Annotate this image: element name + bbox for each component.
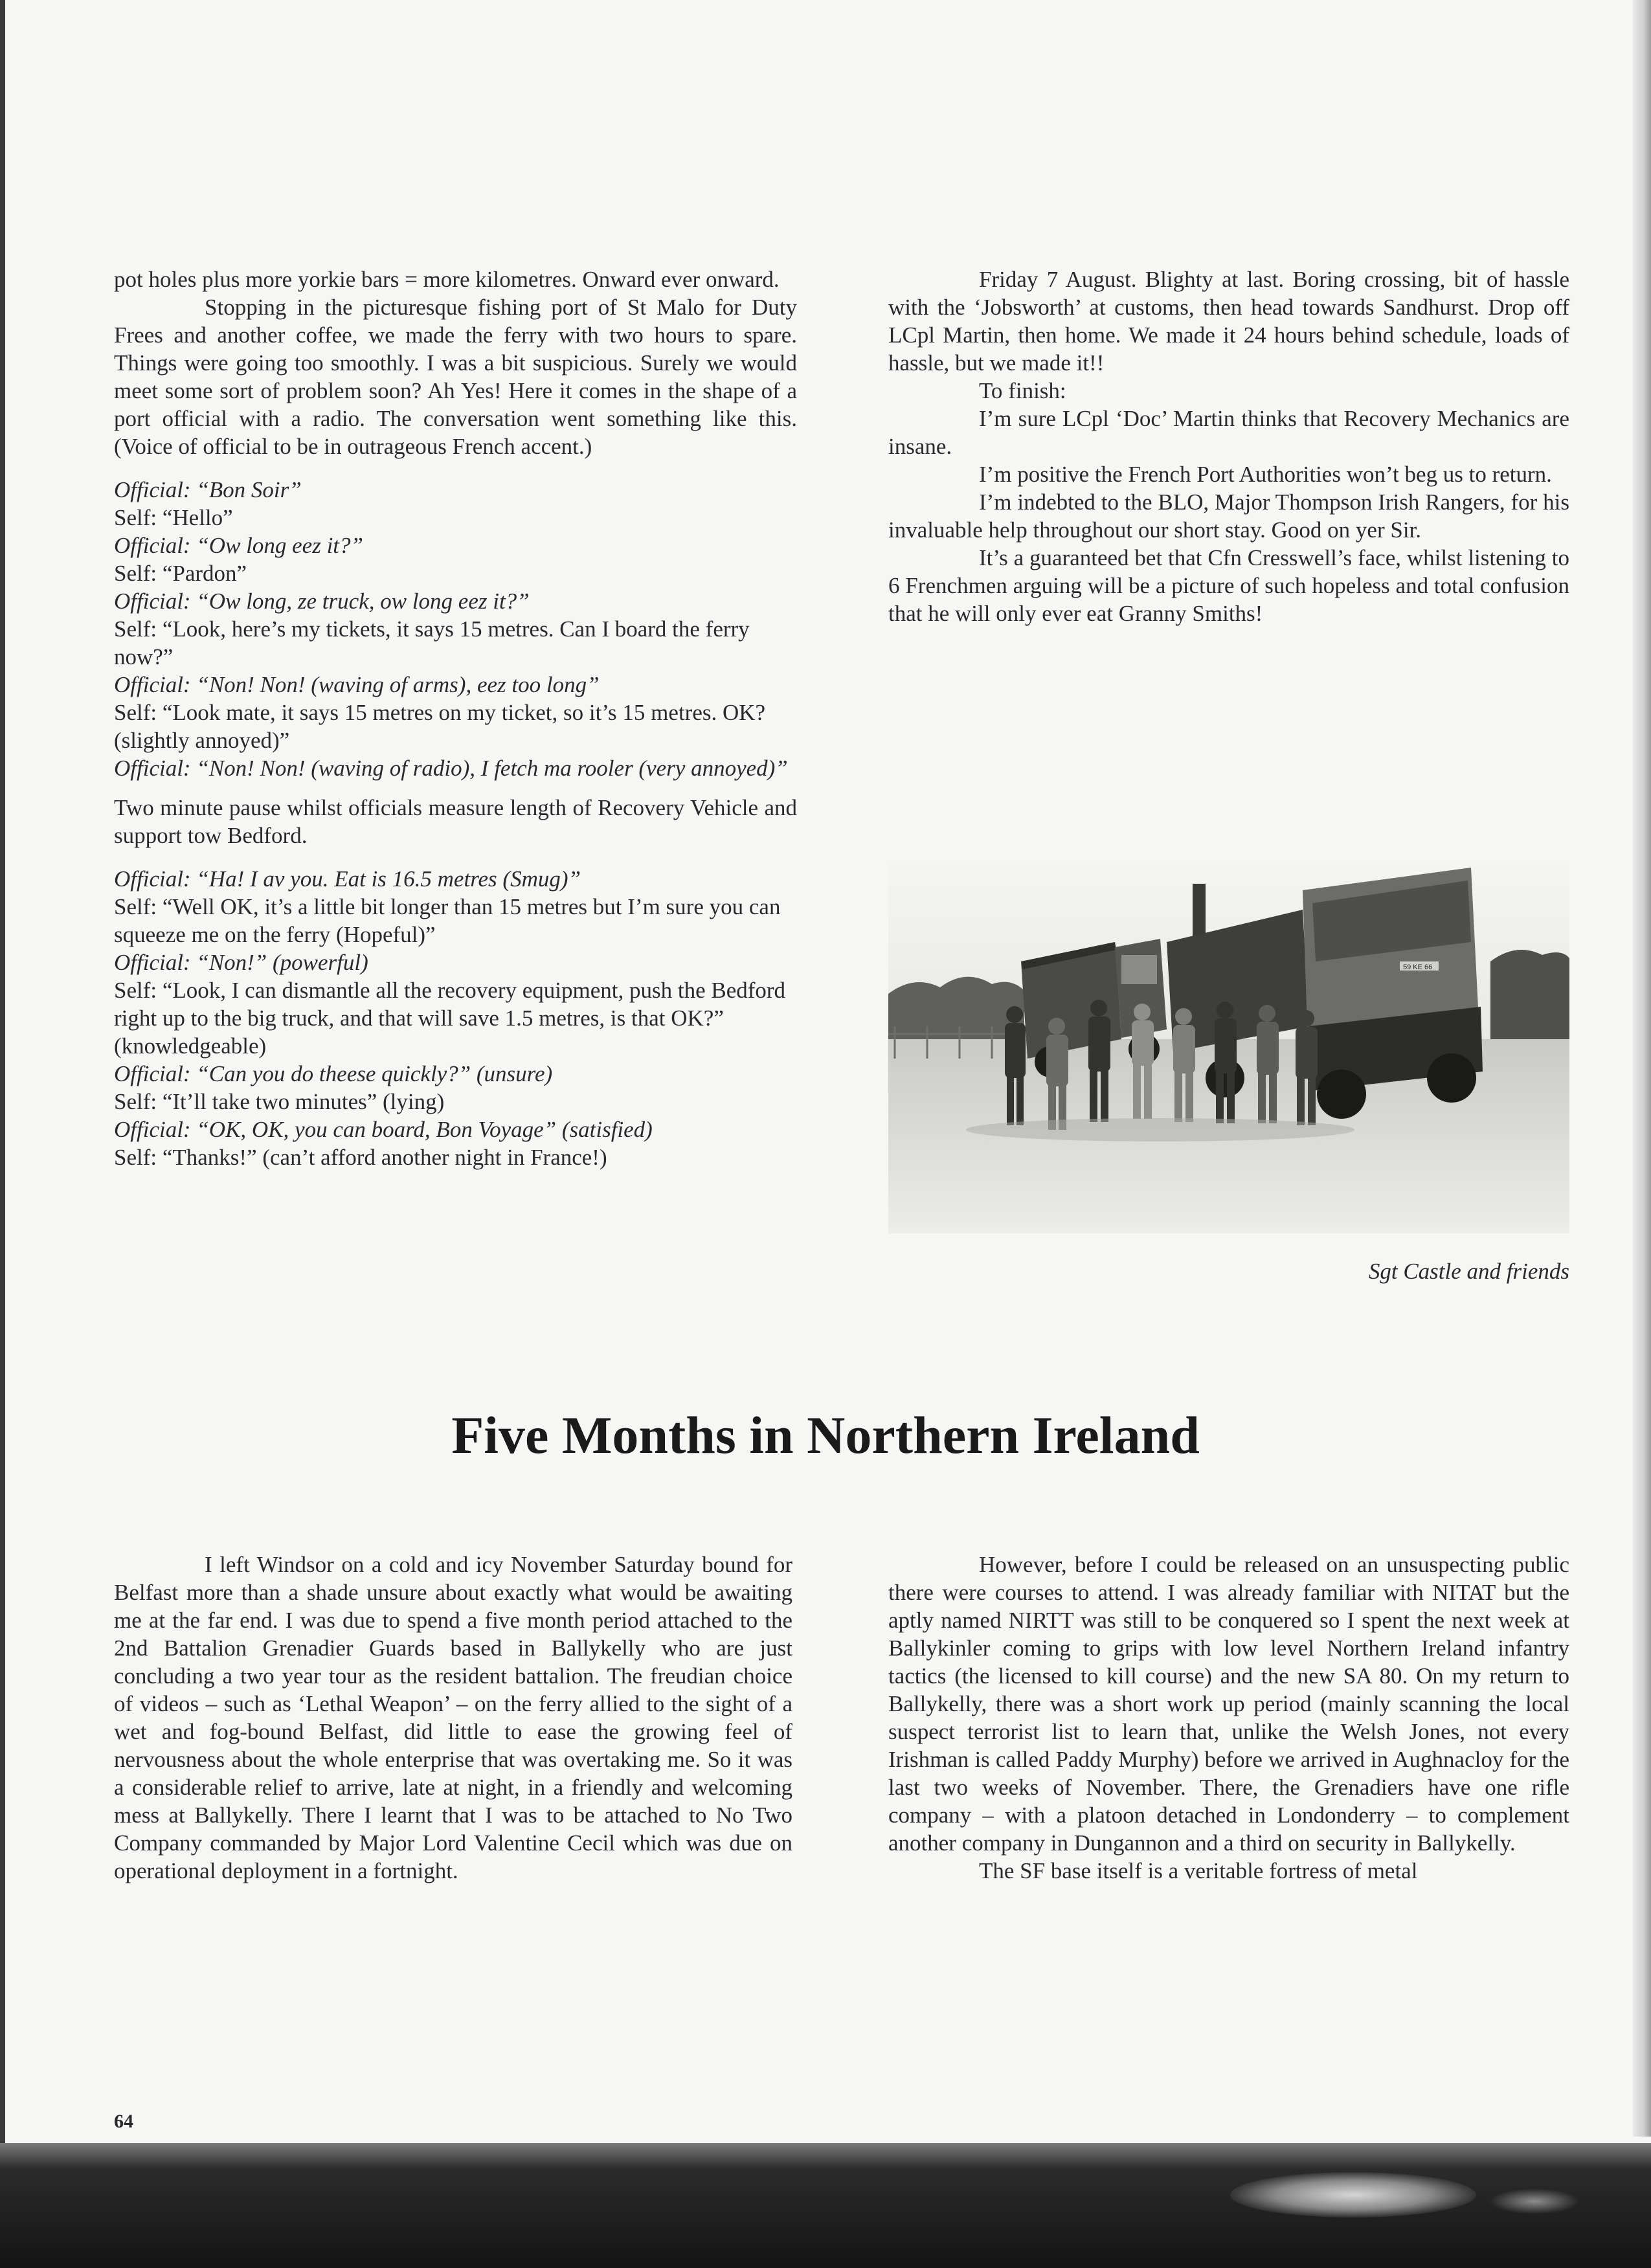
dialogue-line: Self: “Look, I can dismantle all the recovery equipment, push the Bedford right up to the big truck, and that will save 1.5 metres, is that OK?” (knowledgeable) bbox=[114, 978, 786, 1059]
column-right-top bbox=[888, 265, 1569, 627]
dialogue-line: Official: “OK, OK, you can board, Bon Voyage” (satisfied) bbox=[114, 1117, 653, 1142]
dialogue-block bbox=[114, 476, 797, 782]
page-left-edge bbox=[0, 0, 5, 2268]
column-right-bottom bbox=[888, 1551, 1569, 1885]
photo-soldiers-with-trucks bbox=[888, 864, 1569, 1233]
scan-glare bbox=[1489, 2188, 1580, 2214]
dialogue-line: Self: “Look mate, it says 15 metres on my ticket, so it’s 15 metres. OK? (slightly annoyed)” bbox=[114, 700, 766, 753]
column-left-top bbox=[114, 265, 797, 1171]
paragraph: To finish: bbox=[979, 378, 1066, 403]
dialogue-line: Self: “Look, here’s my tickets, it says 15 metres. Can I board the ferry now?” bbox=[114, 616, 750, 669]
paragraph: It’s a guaranteed bet that Cfn Cresswell’s face, whilst listening to 6 Frenchmen arguing will be a picture of such hopeless and total confusion that he will only ever eat Granny Smiths! bbox=[888, 545, 1569, 626]
dialogue-line: Official: “Can you do theese quickly?” (unsure) bbox=[114, 1061, 553, 1086]
paragraph: pot holes plus more yorkie bars = more kilometres. Onward ever onward. bbox=[114, 267, 780, 292]
dialogue-line: Self: “Thanks!” (can’t afford another night in France!) bbox=[114, 1145, 607, 1170]
truck-plate: 59 KE 66 bbox=[1403, 963, 1433, 971]
dialogue-line: Official: “Non! Non! (waving of radio), I fetch ma rooler (very annoyed)” bbox=[114, 756, 788, 781]
dialogue-line: Official: “Ow long, ze truck, ow long eez it?” bbox=[114, 589, 530, 614]
page-number: 64 bbox=[114, 2111, 133, 2132]
paragraph: I’m sure LCpl ‘Doc’ Martin thinks that Recovery Mechanics are insane. bbox=[888, 406, 1569, 459]
dialogue-line: Official: “Non!” (powerful) bbox=[114, 950, 368, 975]
dialogue-line: Self: “Well OK, it’s a little bit longer than 15 metres but I’m sure you can squeeze me on the ferry (Hopeful)” bbox=[114, 894, 781, 947]
paragraph: The SF base itself is a veritable fortress of metal bbox=[979, 1858, 1418, 1883]
photo-caption: Sgt Castle and friends bbox=[1368, 1259, 1569, 1284]
dialogue-line: Official: “Non! Non! (waving of arms), eez too long” bbox=[114, 672, 600, 697]
dialogue-line: Self: “It’ll take two minutes” (lying) bbox=[114, 1089, 445, 1114]
column-left-bottom bbox=[114, 1551, 792, 1885]
paragraph: Friday 7 August. Blighty at last. Boring crossing, bit of hassle with the ‘Jobsworth’ at customs, then head towards Sandhurst. Drop off LCpl Martin, then home. We made it 24 hours behind schedule, loads of hassle, but we made it!! bbox=[888, 267, 1569, 376]
paragraph: I left Windsor on a cold and icy November Saturday bound for Belfast more than a shade unsure about exactly what would be awaiting me at the far end. I was due to spend a five month period attached to the 2nd Battalion Grenadier Guards based in Ballykelly who are just concluding a two year tour as the resident battalion. The freudian choice of videos – such as ‘Lethal Weapon’ – on the ferry allied to the sight of a wet and fog-bound Belfast, did little to ease the growing feel of nervousness about the whole enterprise that was overtaking me. So it was a considerable relief to arrive, late at night, in a friendly and welcoming mess at Ballykelly. There I learnt that I was to be attached to No Two Company commanded by Major Lord Valentine Cecil which was due on operational deployment in a fortnight. bbox=[114, 1552, 792, 1883]
paragraph: Two minute pause whilst officials measure length of Recovery Vehicle and support tow Bedford. bbox=[114, 795, 797, 848]
scan-glare bbox=[1230, 2172, 1476, 2217]
dialogue-line: Official: “Ow long eez it?” bbox=[114, 533, 363, 558]
dialogue-line: Self: “Pardon” bbox=[114, 561, 247, 586]
dialogue-line: Official: “Ha! I av you. Eat is 16.5 metres (Smug)” bbox=[114, 866, 581, 892]
dialogue-line: Self: “Hello” bbox=[114, 505, 233, 530]
paragraph: I’m positive the French Port Authorities won’t beg us to return. bbox=[979, 462, 1552, 487]
paragraph: However, before I could be released on an unsuspecting public there were courses to attend. I was already familiar with NITAT but the aptly named NIRTT was still to be conquered so I spent the next week at Ballykinler coming to grips with low level Northern Ireland infantry tactics (the licensed to kill course) and the new SA 80. On my return to Ballykelly, there was a short work up period (mainly scanning the local suspect terrorist list to learn that, unlike the Welsh Jones, not every Irishman is called Paddy Murphy) before we arrived in Aughnacloy for the last two weeks of November. There, the Grenadiers have one rifle company – with a platoon detached in Londonderry – to complement another company in Dungannon and a third on security in Ballykelly. bbox=[888, 1552, 1569, 1856]
article-title: Five Months in Northern Ireland bbox=[451, 1406, 1200, 1465]
paragraph: Stopping in the picturesque fishing port of St Malo for Duty Frees and another coffee, we made the ferry with two hours to spare. Things were going too smoothly. I was a bit suspicious. Surely we would meet some sort of problem soon? Ah Yes! Here it comes in the shape of a port official with a radio. The conversation went something like this. (Voice of official to be in outrageous French accent.) bbox=[114, 295, 797, 459]
paragraph: I’m indebted to the BLO, Major Thompson Irish Rangers, for his invaluable help throughout our short stay. Good on yer Sir. bbox=[888, 489, 1569, 543]
page-right-edge bbox=[1633, 0, 1651, 2137]
dialogue-block bbox=[114, 865, 797, 1171]
dialogue-line: Official: “Bon Soir” bbox=[114, 477, 302, 502]
